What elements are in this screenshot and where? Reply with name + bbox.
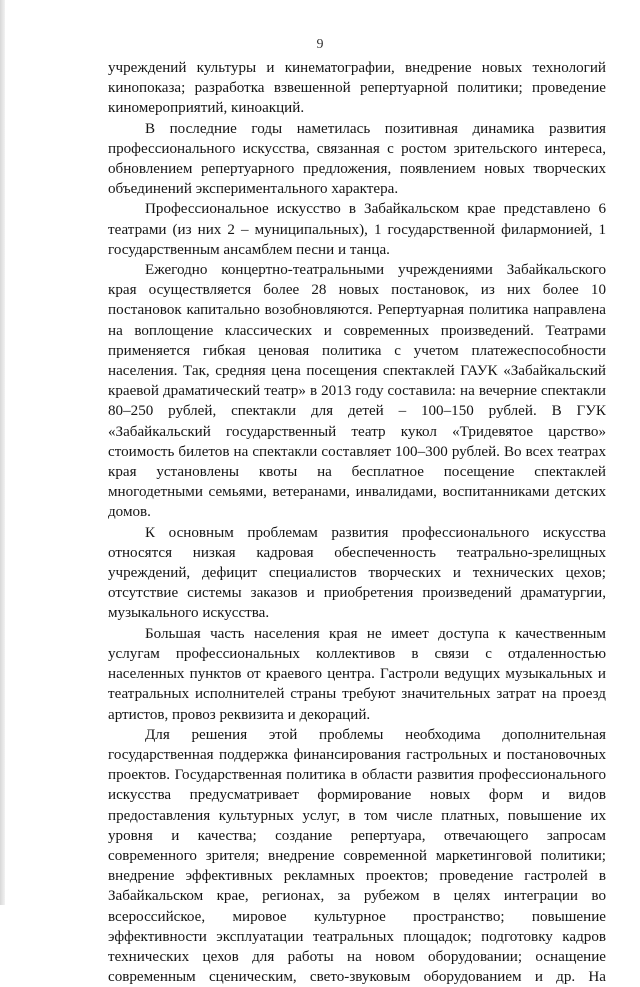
paragraph-4: Ежегодно концертно-театральными учреждениями Забайкальского края осуществляется более 28 новых постановок, из них более 10 постановок капитально возобновляются. Репертуарная политика направлена на воплощение классических и современных произведений. Театрами применяется гибкая ценовая политика с учетом платежеспособности населения. Так, средняя цена посещения спектаклей ГАУК «Забайкальский краевой драматический театр» в 2013 году составила: на вечерние спектакли 80–250 рублей, спектакли для детей – 100–150 рублей. В ГУК «Забайкальский государственный театр кукол «Тридевятое царство» стоимость билетов на спектакли составляет 100–300 рублей. Во всех театрах края установлены квоты на бесплатное посещение спектаклей многодетными семьями, ветеранами, инвалидами, воспитанниками детских домов. xyxy=(108,262,606,521)
document-body xyxy=(108,58,606,987)
paragraph-2: В последние годы наметилась позитивная динамика развития профессионального искусства, связанная с ростом зрительского интереса, обновлением репертуарного предложения, появлением новых творческих объединений экспериментального характера. xyxy=(108,120,606,198)
paragraph-3: Профессиональное искусство в Забайкальском крае представлено 6 театрами (из них 2 – муниципальных), 1 государственной филармонией, 1 государственным ансамблем песни и танца. xyxy=(108,201,606,258)
paragraph-6: Большая часть населения края не имеет доступа к качественным услугам профессиональных коллективов в связи с отдаленностью населенных пунктов от краевого центра. Гастроли ведущих музыкальных и театральных исполнителей страны требуют значительных затрат на проезд артистов, провоз реквизита и декораций. xyxy=(108,625,606,723)
paragraph-5: К основным проблемам развития профессионального искусства относятся низкая кадровая обеспеченность театрально-зрелищных учреждений, дефицит специалистов творческих и технических цехов; отсутствие системы заказов и приобретения произведений драматургии, музыкального искусства. xyxy=(108,524,606,622)
paragraph-1: учреждений культуры и кинематографии, внедрение новых технологий кинопоказа; разработка взвешенной репертуарной политики; проведение киномероприятий, киноакций. xyxy=(108,60,606,117)
paragraph-7: Для решения этой проблемы необходима дополнительная государственная поддержка финансирования гастрольных и постановочных проектов. Государственная политика в области развития профессионального искусства предусматривает формирование новых форм и видов предоставления культурных услуг, в том числе платных, повышение их уровня и качества; создание репертуара, отвечающего запросам современного зрителя; внедрение современной маркетинговой политики; внедрение эффективных рекламных проектов; проведение гастролей в Забайкальском крае, регионах, за рубежом в целях интеграции во всероссийское, мировое культурное пространство; повышение эффективности эксплуатации театральных площадок; подготовку кадров технических цехов для работы на новом оборудовании; оснащение современным сценическим, свето-звуковым оборудованием и др. На xyxy=(108,726,606,986)
page-number: 9 xyxy=(316,37,324,52)
scan-page-edge xyxy=(0,0,5,905)
